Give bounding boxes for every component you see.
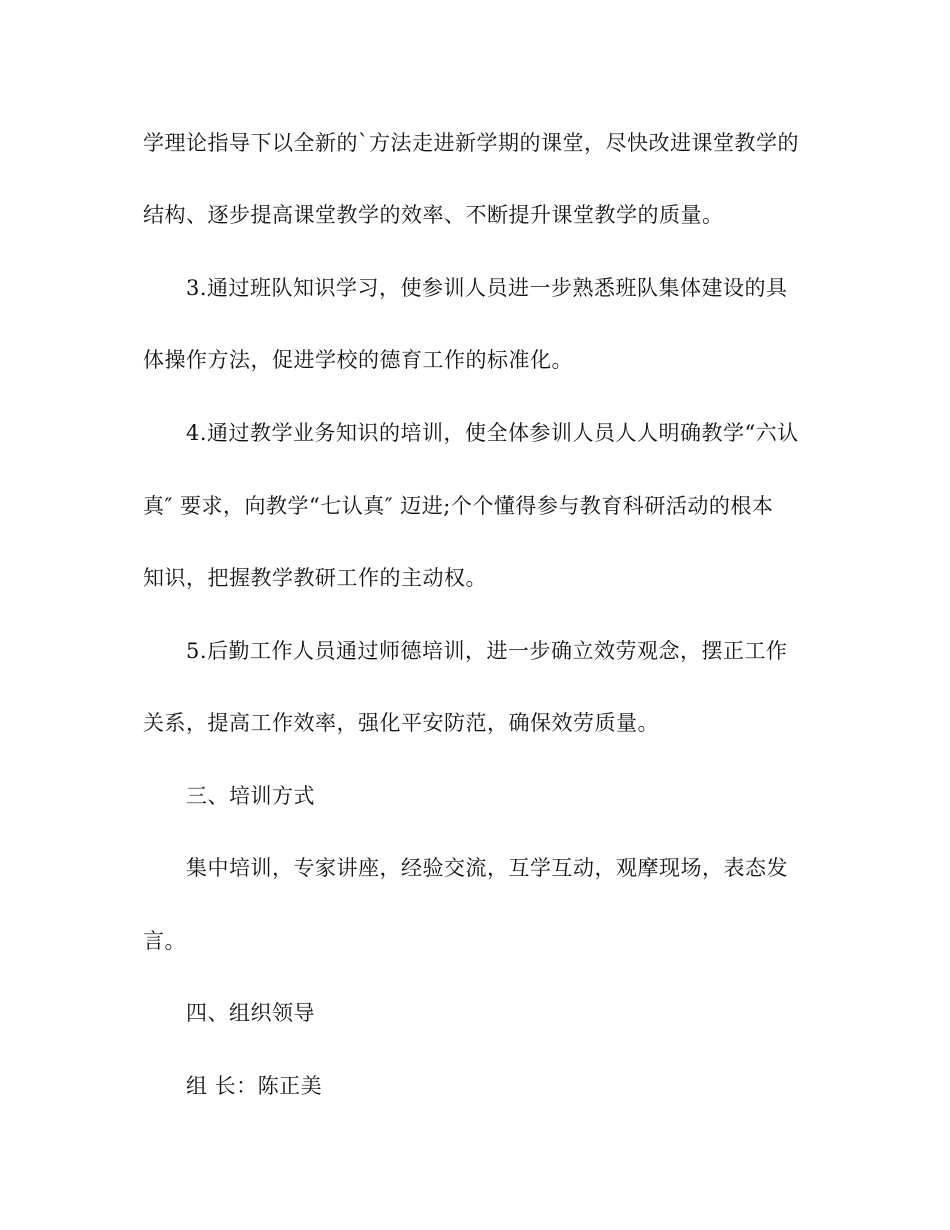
section-heading: 三、培训方式: [186, 784, 315, 808]
paragraph-line: 集中培训，专家讲座，经验交流，互学互动，观摩现场，表态发: [186, 856, 788, 880]
section-heading: 四、组织领导: [186, 1001, 315, 1025]
paragraph-line: 真″ 要求，向教学“七认真″ 迈进;个个懂得参与教育科研活动的根本: [143, 494, 774, 518]
paragraph-line: 5.后勤工作人员通过师德培训，进一步确立效劳观念，摆正工作: [186, 639, 788, 663]
paragraph-line: 学理论指导下以全新的`方法走进新学期的课堂，尽快改进课堂教学的: [143, 131, 799, 155]
paragraph-line: 组 长：陈正美: [186, 1074, 323, 1098]
paragraph-line: 4.通过教学业务知识的培训，使全体参训人员人人明确教学“六认: [186, 421, 799, 445]
paragraph-line: 体操作方法，促进学校的德育工作的标准化。: [143, 348, 573, 372]
paragraph-line: 结构、逐步提高课堂教学的效率、不断提升课堂教学的质量。: [143, 203, 724, 227]
paragraph-line: 3.通过班队知识学习，使参训人员进一步熟悉班队集体建设的具: [186, 276, 788, 300]
paragraph-line: 知识，把握教学教研工作的主动权。: [143, 566, 487, 590]
paragraph-line: 关系，提高工作效率，强化平安防范，确保效劳质量。: [143, 711, 659, 735]
paragraph-line: 言。: [143, 929, 186, 953]
